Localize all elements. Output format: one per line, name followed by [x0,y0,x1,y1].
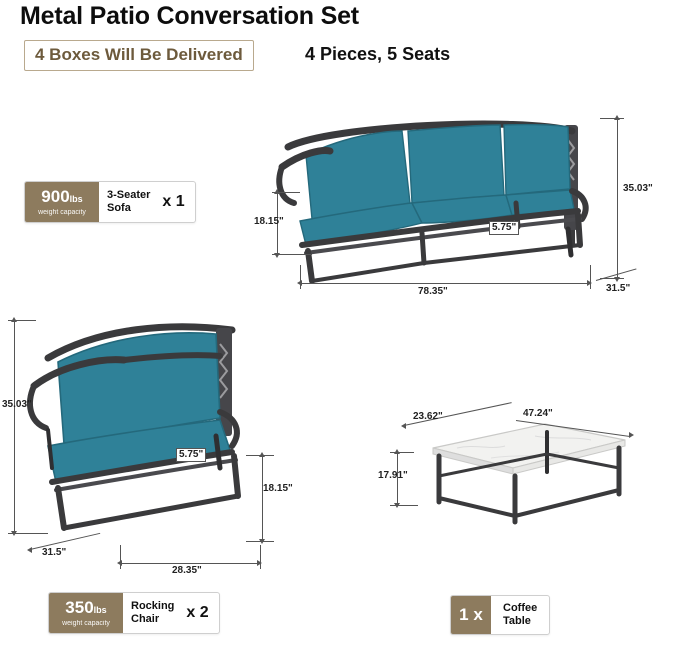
chair-width-label: 28.35" [172,565,202,576]
table-width-label: 47.24" [523,408,553,419]
chair-width-line [120,563,260,564]
sofa-weight-unit: lbs [69,194,83,204]
sofa-width-tick-left [300,265,301,289]
sofa-capacity-caption: weight capacity [38,209,86,216]
sofa-name-line2: Sofa [107,202,131,214]
chair-seat-height-line [262,455,263,540]
table-name [491,596,549,634]
sofa-quantity: x 1 [162,193,185,210]
chair-height-tick-top [8,320,36,321]
sofa-height-tick-top [600,118,624,119]
pieces-seats-label: 4 Pieces, 5 Seats [305,44,451,64]
table-quantity: 1 x [451,596,491,634]
sofa-name [99,182,158,222]
table-height-label: 17.91" [378,470,408,481]
chair-height-tick-bottom [8,533,48,534]
chair-capacity-caption: weight capacity [62,620,110,627]
chair-name-line2: Chair [131,613,160,625]
sofa-width-tick-right [590,265,591,289]
table-illustration [395,410,630,540]
sofa-illustration [272,95,602,295]
table-height-tick-bottom [390,505,418,506]
sofa-cushion-thickness-label: 5.75" [489,221,519,235]
table-name-line2: Table [503,615,531,627]
sofa-width-line [300,283,590,284]
chair-height-label: 35.03" [2,399,32,410]
sofa-width-label: 78.35" [418,286,448,297]
table-depth-label: 23.62" [413,411,443,422]
chair-width-tick-right [260,545,261,569]
chair-quantity: x 2 [186,604,209,621]
chair-height-line [14,320,15,532]
sofa-depth-label: 31.5" [606,283,631,294]
sofa-weight-number: 900 [41,187,70,206]
sofa-weight-capacity [25,182,99,222]
chair-weight-capacity [49,593,123,633]
table-height-tick-top [390,452,414,453]
sofa-height-line [617,118,618,278]
chair-cushion-thickness-label: 5.75" [176,448,206,462]
chair-capacity-chip [48,592,220,634]
table-width-arrow-right [629,432,634,438]
chair-illustration [20,300,280,550]
page-title: Metal Patio Conversation Set [20,2,359,30]
table-quantity-chip [450,595,550,635]
boxes-delivered-badge: 4 Boxes Will Be Delivered [24,40,254,71]
sofa-seat-tick-bottom [272,254,312,255]
chair-seat-tick-top [246,455,274,456]
chair-width-tick-left [120,545,121,569]
sofa-height-label: 35.03" [623,183,653,194]
chair-depth-label: 31.5" [42,547,67,558]
chair-name-line1: Rocking [131,600,175,612]
chair-weight-unit: lbs [93,605,107,615]
sofa-name-line1: 3-Seater [107,189,151,201]
sofa-seat-tick-top [272,192,300,193]
table-name-line1: Coffee [503,602,538,614]
chair-seat-height-label: 18.15" [263,483,293,494]
table-depth-arrow-left [401,423,406,429]
sofa-capacity-chip [24,181,196,223]
chair-seat-tick-bottom [246,541,274,542]
chair-name [123,593,182,633]
chair-depth-arrow-left [27,547,32,553]
sofa-seat-height-label: 18.15" [254,216,284,227]
chair-weight-number: 350 [65,598,94,617]
